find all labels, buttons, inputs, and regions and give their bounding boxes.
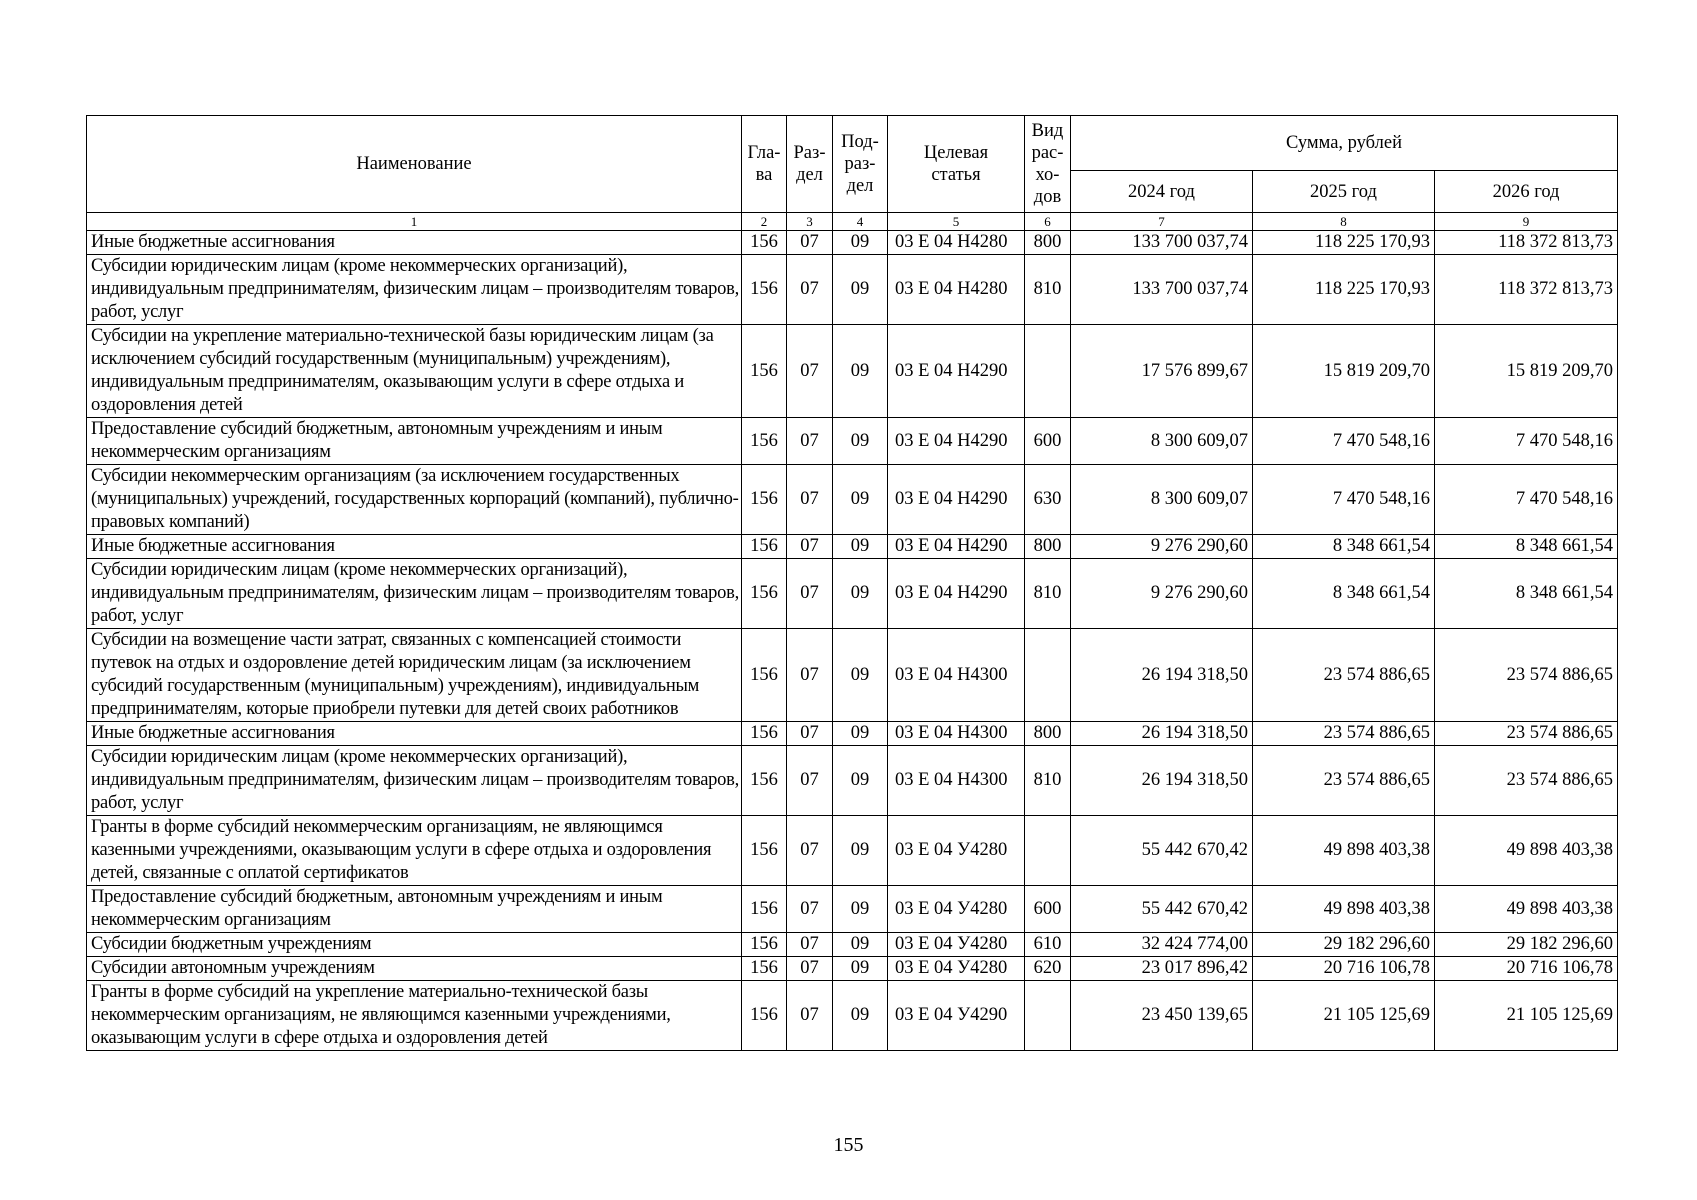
row-subsection: 09 xyxy=(833,722,888,746)
row-target-article: 03 Е 04 Н4290 xyxy=(888,535,1025,559)
header-target-article-label: Целевая статья xyxy=(923,143,989,185)
row-amount-2025: 49 898 403,38 xyxy=(1253,886,1435,933)
row-amount-2026: 118 372 813,73 xyxy=(1435,231,1618,255)
row-amount-2024: 133 700 037,74 xyxy=(1071,231,1253,255)
row-expense-type: 600 xyxy=(1025,418,1071,465)
budget-table xyxy=(86,115,1618,1051)
row-target-article: 03 Е 04 Н4300 xyxy=(888,746,1025,816)
row-amount-2026: 118 372 813,73 xyxy=(1435,255,1618,325)
row-target-article: 03 Е 04 У4280 xyxy=(888,957,1025,981)
column-number: 6 xyxy=(1025,213,1071,231)
header-amount: Сумма, рублей xyxy=(1071,116,1618,171)
row-section: 07 xyxy=(787,722,833,746)
row-amount-2024: 17 576 899,67 xyxy=(1071,325,1253,418)
header-chapter-label: Гла- ва xyxy=(747,143,781,185)
row-expense-type xyxy=(1025,816,1071,886)
row-amount-2025: 7 470 548,16 xyxy=(1253,418,1435,465)
column-number-row xyxy=(87,213,1618,231)
header-subsection xyxy=(833,116,888,213)
row-amount-2024: 55 442 670,42 xyxy=(1071,816,1253,886)
header-year-2024: 2024 год xyxy=(1071,171,1253,213)
row-expense-type: 610 xyxy=(1025,933,1071,957)
row-subsection: 09 xyxy=(833,255,888,325)
row-chapter: 156 xyxy=(742,559,787,629)
row-amount-2024: 55 442 670,42 xyxy=(1071,886,1253,933)
row-subsection: 09 xyxy=(833,957,888,981)
row-amount-2024: 9 276 290,60 xyxy=(1071,559,1253,629)
row-expense-type: 620 xyxy=(1025,957,1071,981)
header-year-2025: 2025 год xyxy=(1253,171,1435,213)
row-subsection: 09 xyxy=(833,418,888,465)
table-row xyxy=(87,933,1618,957)
row-amount-2026: 8 348 661,54 xyxy=(1435,559,1618,629)
row-amount-2026: 7 470 548,16 xyxy=(1435,465,1618,535)
row-name: Субсидии бюджетным учреждениям xyxy=(87,933,742,957)
row-name: Иные бюджетные ассигнования xyxy=(87,722,742,746)
row-expense-type xyxy=(1025,325,1071,418)
row-subsection: 09 xyxy=(833,465,888,535)
row-subsection: 09 xyxy=(833,559,888,629)
row-section: 07 xyxy=(787,933,833,957)
row-target-article: 03 Е 04 Н4290 xyxy=(888,325,1025,418)
row-section: 07 xyxy=(787,559,833,629)
row-name: Субсидии юридическим лицам (кроме некоммерческих организаций), индивидуальным предпринимателям, физическим лицам – производителям товаров, работ, услуг xyxy=(87,255,742,325)
row-name: Иные бюджетные ассигнования xyxy=(87,231,742,255)
row-target-article: 03 Е 04 Н4280 xyxy=(888,231,1025,255)
row-target-article: 03 Е 04 У4280 xyxy=(888,816,1025,886)
row-amount-2025: 8 348 661,54 xyxy=(1253,559,1435,629)
row-section: 07 xyxy=(787,255,833,325)
header-subsection-label: Под- раз- дел xyxy=(841,132,879,196)
row-subsection: 09 xyxy=(833,981,888,1051)
row-amount-2024: 26 194 318,50 xyxy=(1071,746,1253,816)
row-target-article: 03 Е 04 У4290 xyxy=(888,981,1025,1051)
row-name: Гранты в форме субсидий некоммерческим организациям, не являющимся казенными учреждениями, оказывающим услуги в сфере отдыха и оздоровления детей, связанные с оплатой сертификатов xyxy=(87,816,742,886)
row-amount-2026: 21 105 125,69 xyxy=(1435,981,1618,1051)
row-amount-2025: 23 574 886,65 xyxy=(1253,629,1435,722)
row-name: Субсидии автономным учреждениям xyxy=(87,957,742,981)
row-target-article: 03 Е 04 Н4290 xyxy=(888,465,1025,535)
row-amount-2026: 23 574 886,65 xyxy=(1435,722,1618,746)
row-target-article: 03 Е 04 Н4300 xyxy=(888,722,1025,746)
row-name: Предоставление субсидий бюджетным, автономным учреждениям и иным некоммерческим организациям xyxy=(87,418,742,465)
row-amount-2026: 20 716 106,78 xyxy=(1435,957,1618,981)
row-chapter: 156 xyxy=(742,722,787,746)
row-expense-type: 800 xyxy=(1025,231,1071,255)
header-target-article xyxy=(888,116,1025,213)
column-number: 4 xyxy=(833,213,888,231)
row-chapter: 156 xyxy=(742,535,787,559)
row-amount-2025: 23 574 886,65 xyxy=(1253,722,1435,746)
row-chapter: 156 xyxy=(742,255,787,325)
row-subsection: 09 xyxy=(833,746,888,816)
row-expense-type: 800 xyxy=(1025,722,1071,746)
row-expense-type: 810 xyxy=(1025,746,1071,816)
row-target-article: 03 Е 04 У4280 xyxy=(888,933,1025,957)
row-section: 07 xyxy=(787,325,833,418)
row-target-article: 03 Е 04 Н4280 xyxy=(888,255,1025,325)
row-chapter: 156 xyxy=(742,418,787,465)
column-number: 9 xyxy=(1435,213,1618,231)
header-section xyxy=(787,116,833,213)
row-target-article: 03 Е 04 Н4290 xyxy=(888,418,1025,465)
table-row xyxy=(87,629,1618,722)
row-subsection: 09 xyxy=(833,886,888,933)
page-number: 155 xyxy=(833,1134,864,1156)
row-subsection: 09 xyxy=(833,629,888,722)
row-name: Предоставление субсидий бюджетным, автономным учреждениям и иным некоммерческим организациям xyxy=(87,886,742,933)
table-row xyxy=(87,559,1618,629)
row-amount-2025: 7 470 548,16 xyxy=(1253,465,1435,535)
row-subsection: 09 xyxy=(833,231,888,255)
row-amount-2024: 9 276 290,60 xyxy=(1071,535,1253,559)
row-amount-2025: 23 574 886,65 xyxy=(1253,746,1435,816)
header-chapter xyxy=(742,116,787,213)
row-chapter: 156 xyxy=(742,981,787,1051)
row-subsection: 09 xyxy=(833,535,888,559)
row-amount-2024: 23 450 139,65 xyxy=(1071,981,1253,1051)
row-amount-2024: 26 194 318,50 xyxy=(1071,629,1253,722)
row-section: 07 xyxy=(787,418,833,465)
row-target-article: 03 Е 04 У4280 xyxy=(888,886,1025,933)
row-chapter: 156 xyxy=(742,886,787,933)
row-section: 07 xyxy=(787,816,833,886)
row-amount-2026: 8 348 661,54 xyxy=(1435,535,1618,559)
table-row xyxy=(87,886,1618,933)
row-name: Иные бюджетные ассигнования xyxy=(87,535,742,559)
row-subsection: 09 xyxy=(833,933,888,957)
row-chapter: 156 xyxy=(742,816,787,886)
row-chapter: 156 xyxy=(742,957,787,981)
row-chapter: 156 xyxy=(742,325,787,418)
row-target-article: 03 Е 04 Н4290 xyxy=(888,559,1025,629)
table-row xyxy=(87,722,1618,746)
row-amount-2024: 8 300 609,07 xyxy=(1071,465,1253,535)
row-name: Субсидии юридическим лицам (кроме некоммерческих организаций), индивидуальным предпринимателям, физическим лицам – производителям товаров, работ, услуг xyxy=(87,559,742,629)
row-subsection: 09 xyxy=(833,816,888,886)
header-expense-type-label: Вид рас- хо- дов xyxy=(1031,121,1064,207)
row-amount-2025: 118 225 170,93 xyxy=(1253,231,1435,255)
row-amount-2024: 8 300 609,07 xyxy=(1071,418,1253,465)
row-subsection: 09 xyxy=(833,325,888,418)
header-expense-type xyxy=(1025,116,1071,213)
table-body xyxy=(87,231,1618,1051)
row-section: 07 xyxy=(787,886,833,933)
row-chapter: 156 xyxy=(742,933,787,957)
table-row xyxy=(87,957,1618,981)
table-row xyxy=(87,325,1618,418)
row-chapter: 156 xyxy=(742,629,787,722)
table-row xyxy=(87,981,1618,1051)
table-row xyxy=(87,816,1618,886)
row-expense-type xyxy=(1025,981,1071,1051)
row-section: 07 xyxy=(787,535,833,559)
row-amount-2025: 29 182 296,60 xyxy=(1253,933,1435,957)
table-row xyxy=(87,418,1618,465)
column-number: 5 xyxy=(888,213,1025,231)
table-header xyxy=(87,116,1618,231)
row-amount-2025: 15 819 209,70 xyxy=(1253,325,1435,418)
row-section: 07 xyxy=(787,465,833,535)
header-section-label: Раз- дел xyxy=(793,143,826,185)
row-amount-2026: 23 574 886,65 xyxy=(1435,746,1618,816)
table-row xyxy=(87,255,1618,325)
column-number: 3 xyxy=(787,213,833,231)
row-amount-2025: 118 225 170,93 xyxy=(1253,255,1435,325)
row-section: 07 xyxy=(787,981,833,1051)
row-amount-2024: 32 424 774,00 xyxy=(1071,933,1253,957)
row-section: 07 xyxy=(787,957,833,981)
row-amount-2024: 23 017 896,42 xyxy=(1071,957,1253,981)
row-amount-2026: 15 819 209,70 xyxy=(1435,325,1618,418)
row-expense-type: 630 xyxy=(1025,465,1071,535)
row-amount-2026: 23 574 886,65 xyxy=(1435,629,1618,722)
row-expense-type: 810 xyxy=(1025,559,1071,629)
header-name: Наименование xyxy=(87,116,742,213)
row-expense-type: 810 xyxy=(1025,255,1071,325)
row-name: Субсидии на возмещение части затрат, связанных с компенсацией стоимости путевок на отдых и оздоровление детей юридическим лицам (за исключением субсидий государственным (муниципальным) учреждениям), индивидуальным предпринимателям, которые приобрели путевки для детей своих работников xyxy=(87,629,742,722)
row-expense-type: 600 xyxy=(1025,886,1071,933)
row-section: 07 xyxy=(787,231,833,255)
row-amount-2026: 7 470 548,16 xyxy=(1435,418,1618,465)
table-row xyxy=(87,231,1618,255)
row-amount-2025: 8 348 661,54 xyxy=(1253,535,1435,559)
column-number: 2 xyxy=(742,213,787,231)
row-amount-2026: 49 898 403,38 xyxy=(1435,886,1618,933)
header-year-2026: 2026 год xyxy=(1435,171,1618,213)
row-expense-type: 800 xyxy=(1025,535,1071,559)
row-amount-2025: 21 105 125,69 xyxy=(1253,981,1435,1051)
column-number: 8 xyxy=(1253,213,1435,231)
row-name: Субсидии юридическим лицам (кроме некоммерческих организаций), индивидуальным предпринимателям, физическим лицам – производителям товаров, работ, услуг xyxy=(87,746,742,816)
row-amount-2025: 20 716 106,78 xyxy=(1253,957,1435,981)
row-name: Субсидии на укрепление материально-технической базы юридическим лицам (за исключением субсидий государственным (муниципальным) учреждениям), индивидуальным предпринимателям, оказывающим услуги в сфере отдыха и оздоровления детей xyxy=(87,325,742,418)
row-expense-type xyxy=(1025,629,1071,722)
row-chapter: 156 xyxy=(742,746,787,816)
row-amount-2026: 29 182 296,60 xyxy=(1435,933,1618,957)
table-row xyxy=(87,465,1618,535)
row-name: Гранты в форме субсидий на укрепление материально-технической базы некоммерческим организациям, не являющимся казенными учреждениями, оказывающим услуги в сфере отдыха и оздоровления детей xyxy=(87,981,742,1051)
row-amount-2025: 49 898 403,38 xyxy=(1253,816,1435,886)
row-target-article: 03 Е 04 Н4300 xyxy=(888,629,1025,722)
table-row xyxy=(87,535,1618,559)
column-number: 1 xyxy=(87,213,742,231)
table-row xyxy=(87,746,1618,816)
row-amount-2024: 26 194 318,50 xyxy=(1071,722,1253,746)
row-section: 07 xyxy=(787,629,833,722)
row-chapter: 156 xyxy=(742,231,787,255)
row-amount-2024: 133 700 037,74 xyxy=(1071,255,1253,325)
row-chapter: 156 xyxy=(742,465,787,535)
row-name: Субсидии некоммерческим организациям (за исключением государственных (муниципальных) учреждений, государственных корпораций (компаний), публично-правовых компаний) xyxy=(87,465,742,535)
column-number: 7 xyxy=(1071,213,1253,231)
row-amount-2026: 49 898 403,38 xyxy=(1435,816,1618,886)
row-section: 07 xyxy=(787,746,833,816)
